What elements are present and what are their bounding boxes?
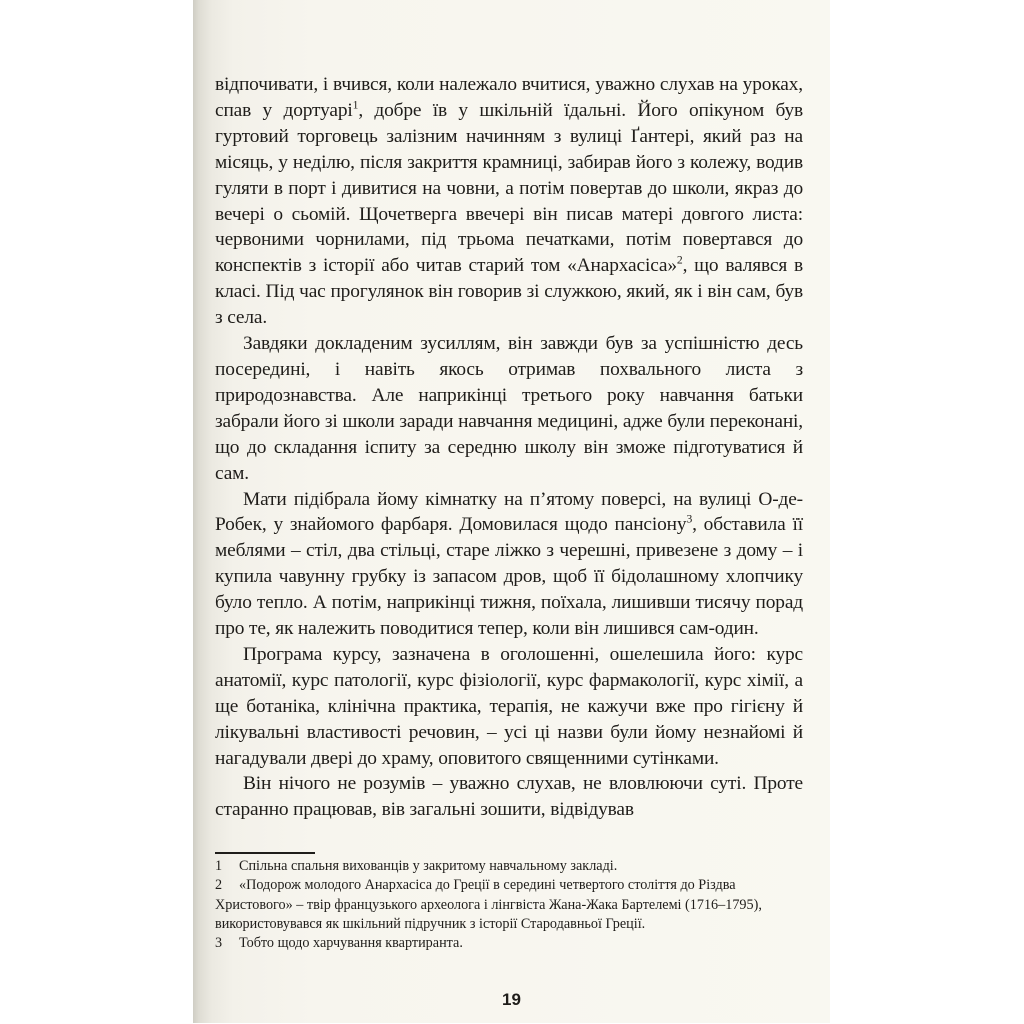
page-number: 19: [502, 990, 521, 1009]
footnote-text: «Подорож молодого Анархасіса до Греції в середині четвертого століття до Різдва Христового» – твір французького археолога і лінгвіста Жана-Жака Бартелемі (1716–1795), використовувався як шкільний підручник з історії Стародавньої Греції.: [215, 877, 762, 932]
paragraph-text: , що валявся в класі. Під час прогулянок він говорив зі служкою, який, як і він сам, був з села.: [215, 255, 803, 329]
footnote-reference: 1: [352, 98, 359, 112]
footnote-reference: 2: [676, 253, 683, 267]
paragraph-text: Програма курсу, зазначена в оголошенні, ошелешила його: курс анатомії, курс патології, курс фізіології, курс фармакології, курс хімії, а ще ботаніка, клінічна практика, терапія, не кажучи вже про гігієну й лікувальні властивості речовин, – усі ці назви були йому незнайомі й нагадували двері до храму, оповитого священними сутінками.: [215, 643, 803, 769]
paragraph: [215, 487, 803, 642]
paragraph: [215, 331, 803, 486]
footnote-reference: 3: [686, 512, 693, 526]
footnote-text: Тобто щодо харчування квартиранта.: [239, 935, 463, 952]
paragraph-text: , обставила її меблями – стіл, два стільці, старе ліжко з черешні, привезене з дому – і купила чавунну грубку із запасом дров, щоб її бідолашному хлопчику було тепло. А потім, наприкінці тижня, поїхала, лишивши тисячу порад про те, як належить поводитися тепер, коли він лишився сам-один.: [215, 514, 803, 640]
body-text: [215, 72, 803, 823]
footnote-separator: [215, 852, 315, 854]
paragraph-text: відпочивати, і вчився, коли належало вчитися, уважно слухав на уроках, спав у дортуарі: [215, 74, 803, 121]
book-page: [193, 0, 830, 1023]
footnote-number: 1: [215, 858, 223, 874]
paragraph-text: Мати підібрала йому кімнатку на п’ятому поверсі, на вулиці О-де-Робек, у знайомого фарбаря. Домовилася щодо пансіону: [215, 488, 803, 536]
footnote: [215, 857, 803, 876]
footnote-number: 2: [215, 877, 223, 894]
paragraph: [215, 642, 803, 772]
paragraph: [215, 771, 803, 823]
footnote: [215, 934, 803, 953]
footnote: [215, 876, 803, 934]
paragraph: [215, 72, 803, 331]
footnote-text: Спільна спальня вихованців у закритому навчальному закладі.: [239, 858, 618, 874]
footnote-number: 3: [215, 935, 223, 952]
paragraph-text: , добре їв у шкільній їдальні. Його опікуном був гуртовий торговець залізним начинням з вулиці Ґантері, який раз на місяць, у неділю, після закриття крамниці, забирав його з колежу, водив гуляти в порт і дивитися на човни, а потім повертав до школи, якраз до вечері о сьомій. Щочетверга ввечері він писав матері довгого листа: червоними чорнилами, під трьома печатками, потім повертався до конспектів з історії або читав старий том «Анархасіса»: [215, 99, 803, 277]
paragraph-text: Він нічого не розумів – уважно слухав, не вловлюючи суті. Проте старанно працював, вів загальні зошити, відвідував: [215, 773, 803, 821]
paragraph-text: Завдяки докладеним зусиллям, він завжди був за успішністю десь посередині, і навіть якось отримав похвального листа з природознавства. Але наприкінці третього року навчання батьки забрали його зі школи заради навчання медицині, адже були переконані, що до складання іспиту за середню школу він зможе підготуватися й сам.: [215, 333, 803, 484]
footnotes: [215, 857, 803, 953]
